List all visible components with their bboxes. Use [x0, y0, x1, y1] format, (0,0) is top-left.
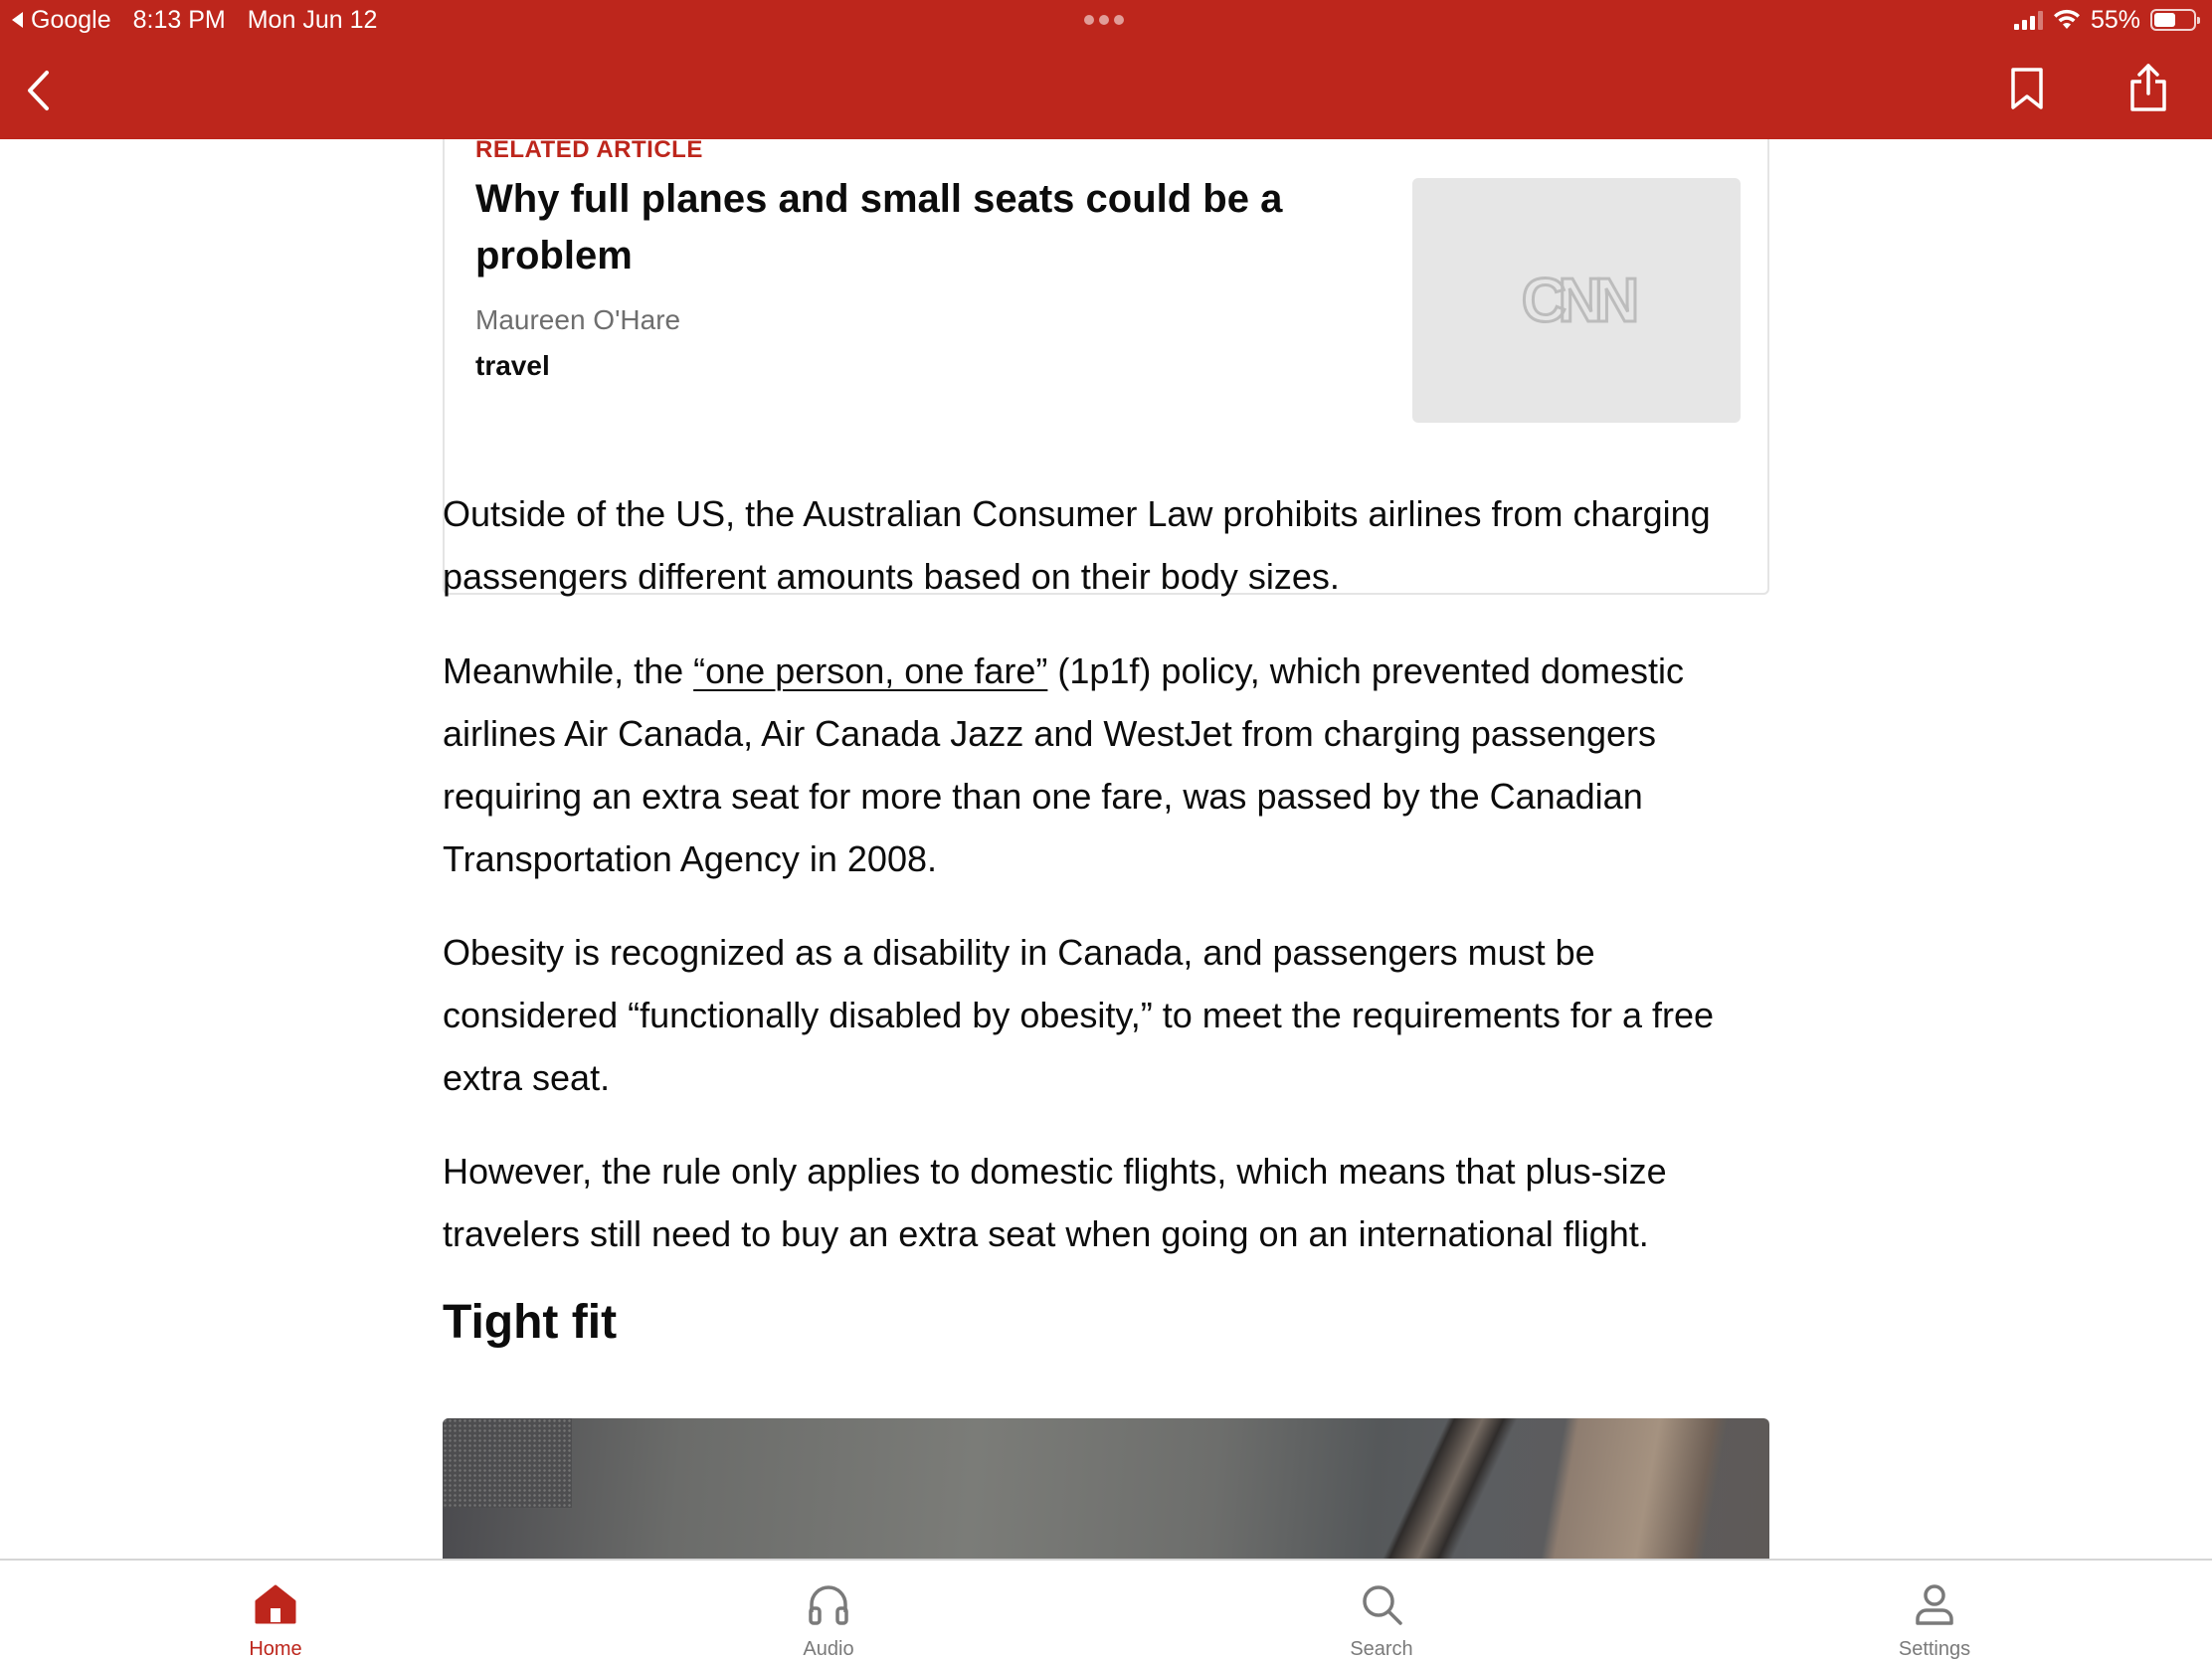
- share-icon: [2129, 63, 2167, 112]
- cnn-logo-icon: CNN: [1521, 266, 1632, 335]
- tab-home[interactable]: [196, 1578, 355, 1661]
- back-to-app-button[interactable]: [12, 6, 111, 35]
- related-article-title[interactable]: Why full planes and small seats could be a problem: [475, 177, 1283, 277]
- multitasking-handle[interactable]: [1084, 15, 1124, 25]
- dot: [1084, 15, 1094, 25]
- tab-audio[interactable]: [749, 1578, 908, 1661]
- wifi-icon: [2053, 9, 2081, 31]
- tab-audio-label: Audio: [803, 1638, 854, 1660]
- tab-settings[interactable]: [1855, 1578, 2014, 1661]
- related-article-kicker: RELATED ARTICLE: [475, 139, 703, 163]
- paragraph-text: Meanwhile, the: [443, 650, 694, 691]
- article-content[interactable]: [0, 139, 2212, 1559]
- dot: [1099, 15, 1109, 25]
- chevron-left-icon: [25, 70, 51, 111]
- tab-settings-label: Settings: [1898, 1638, 1971, 1660]
- search-icon: [1360, 1582, 1403, 1626]
- person-icon: [1913, 1582, 1956, 1626]
- status-date: Mon Jun 12: [247, 5, 378, 34]
- article-paragraph: However, the rule only applies to domestic flights, which means that plus-size travelers still need to buy an extra seat when going on an international flight.: [443, 1151, 1667, 1254]
- one-person-one-fare-link[interactable]: “one person, one fare”: [693, 650, 1048, 691]
- article-image-seats[interactable]: [443, 1418, 1769, 1559]
- headphones-icon: [807, 1582, 850, 1626]
- section-heading: Tight fit: [443, 1296, 618, 1349]
- back-button[interactable]: [18, 66, 58, 115]
- battery-fill: [2154, 13, 2175, 27]
- article-paragraph: [443, 640, 1775, 890]
- tab-home-label: Home: [249, 1638, 302, 1660]
- status-bar-left: [12, 4, 377, 36]
- related-article-thumbnail[interactable]: [1412, 178, 1741, 423]
- home-icon: [254, 1582, 297, 1626]
- tab-search-label: Search: [1350, 1638, 1413, 1660]
- battery-icon: [2150, 9, 2196, 31]
- battery-percent: 55%: [2090, 5, 2140, 34]
- dot: [1114, 15, 1124, 25]
- tab-search[interactable]: [1302, 1578, 1461, 1661]
- bookmark-icon: [2010, 67, 2044, 110]
- back-app-label: Google: [31, 5, 111, 34]
- fabric-texture: [443, 1418, 572, 1508]
- bookmark-button[interactable]: [2005, 64, 2049, 113]
- back-triangle-icon: [12, 12, 23, 28]
- related-article-author: Maureen O'Hare: [475, 304, 681, 335]
- share-button[interactable]: [2126, 60, 2170, 115]
- app-header: [0, 0, 2212, 139]
- article-paragraph: Outside of the US, the Australian Consumer Law prohibits airlines from charging passengers different amounts based on their body sizes.: [443, 493, 1711, 597]
- status-bar-right: [2014, 4, 2196, 36]
- article-paragraph: Obesity is recognized as a disability in Canada, and passengers must be considered “functionally disabled by obesity,” to meet the requirements for a free extra seat.: [443, 932, 1714, 1098]
- cellular-signal-icon: [2014, 10, 2043, 30]
- bottom-tab-bar: [0, 1559, 2212, 1659]
- status-time: 8:13 PM: [132, 5, 226, 34]
- related-article-section: travel: [475, 350, 550, 381]
- paragraph-text: (1p1f) policy, which prevented domestic airlines Air Canada, Air Canada Jazz and WestJet from charging passengers requiring an extra seat for more than one fare, was passed by the Canadian Transportation Agency in 2008.: [443, 650, 1685, 879]
